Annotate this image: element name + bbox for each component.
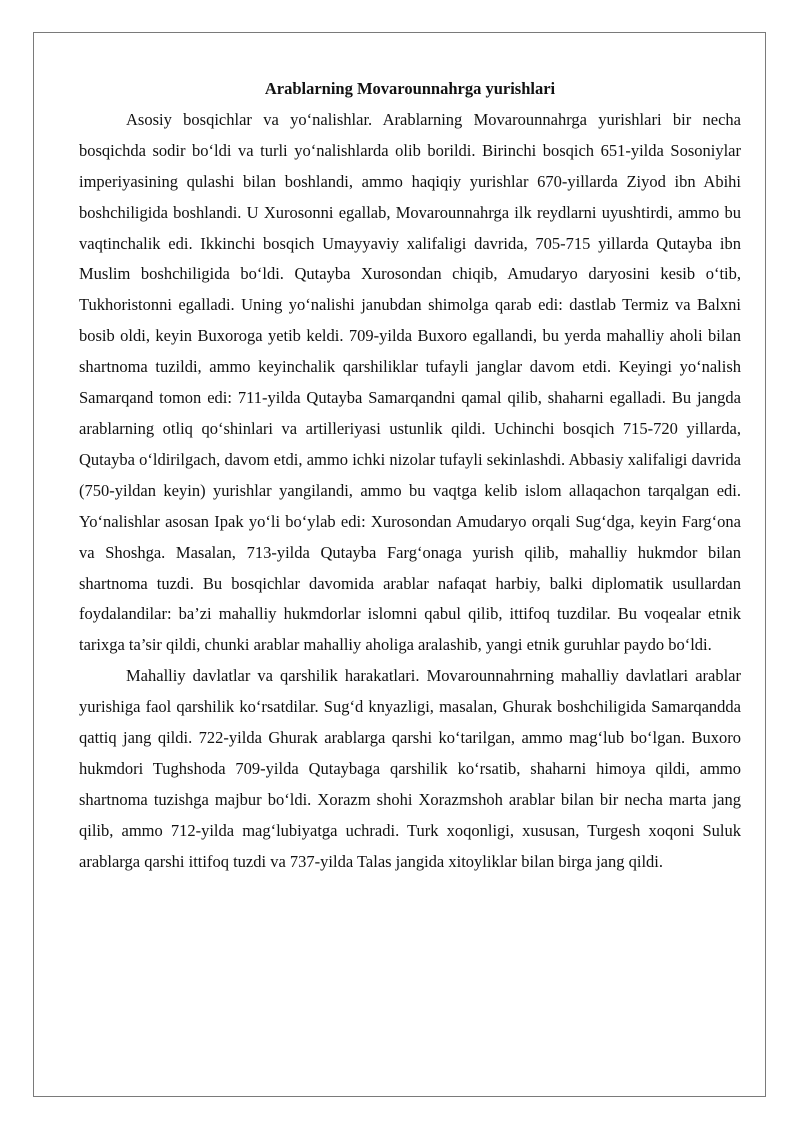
paragraph-local-states-resistance: Mahalliy davlatlar va qarshilik harakatlari. Movarounnahrning mahalliy davlatlari arablar yurishiga faol qarshilik ko‘rsatdilar. Sug‘d knyazligi, masalan, Ghurak boshchiligida Samarqandda qattiq jang qildi. 722-yilda Ghurak arablarga qarshi ko‘tarilgan, ammo mag‘lub bo‘lgan. Buxoro hukmdori Tughshoda 709-yilda Qutaybaga qarshilik ko‘rsatib, shaharni himoya qildi, ammo shartnoma tuzishga majbur bo‘ldi. Xorazm shohi Xorazmshoh arablar bilan bir necha marta jang qilib, ammo 712-yilda mag‘lubiyatga uchradi. Turk xoqonligi, xususan, Turgesh xoqoni Suluk arablarga qarshi ittifoq tuzdi va 737-yilda Talas jangida xitoyliklar bilan birga jang qildi. [79,666,741,871]
document-body [79,74,741,878]
paragraph-stages-and-directions: Asosiy bosqichlar va yo‘nalishlar. Arablarning Movarounnahrga yurishlari bir necha bosqichda sodir bo‘ldi va turli yo‘nalishlarda olib borildi. Birinchi bosqich 651-yilda Sosoniylar imperiyasining qulashi bilan boshlandi, ammo haqiqiy yurishlar 670-yillarda Ziyod ibn Abihi boshchiligida boshlandi. U Xurosonni egallab, Movarounnahrga ilk reydlarni uyushtirdi, ammo bu vaqtinchalik edi. Ikkinchi bosqich Umayyaviy xalifaligi davrida, 705-715 yillarda Qutayba ibn Muslim boshchiligida bo‘ldi. Qutayba Xurosondan chiqib, Amudaryo daryosini kesib o‘tib, Tukhoristonni egalladi. Uning yo‘nalishi janubdan shimolga qarab edi: dastlab Termiz va Balxni bosib oldi, keyin Buxoroga yetib keldi. 709-yilda Buxoro egallandi, bu yerda mahalliy aholi bilan shartnoma tuzildi, ammo keyinchalik qarshiliklar tufayli janglar davom etdi. Keyingi yo‘nalish Samarqand tomon edi: 711-yilda Qutayba Samarqandni qamal qilib, shaharni egalladi. Bu jangda arablarning otliq qo‘shinlari va artilleriyasi ustunlik qildi. Uchinchi bosqich 715-720 yillarda, Qutayba o‘ldirilgach, davom etdi, ammo ichki nizolar tufayli sekinlashdi. Abbasiy xalifaligi davrida (750-yildan keyin) yurishlar yangilandi, ammo bu vaqtga kelib islom allaqachon tarqalgan edi. Yo‘nalishlar asosan Ipak yo‘li bo‘ylab edi: Xurosondan Amudaryo orqali Sug‘dga, keyin Farg‘ona va Shoshga. Masalan, 713-yilda Qutayba Farg‘onaga yurish qilib, mahalliy hukmdor bilan shartnoma tuzdi. Bu bosqichlar davomida arablar nafaqat harbiy, balki diplomatik usullardan foydalandilar: ba’zi mahalliy hukmdorlar islomni qabul qilib, ittifoq tuzdilar. Bu voqealar etnik tarixga ta’sir qildi, chunki arablar mahalliy aholiga aralashib, yangi etnik guruhlar paydo bo‘ldi. [79,109,741,655]
document-title: Arablarning Movarounnahrga yurishlari [264,79,556,98]
